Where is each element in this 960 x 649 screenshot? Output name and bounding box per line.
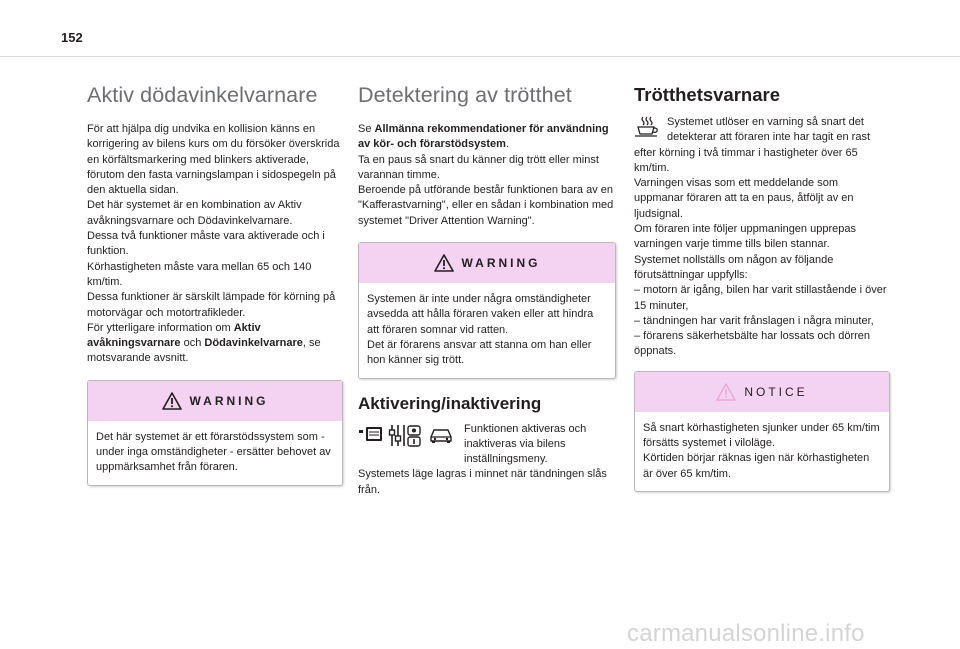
section-title-fatigue: Detektering av trötthet [358,83,572,107]
warning-box [358,242,616,378]
text-run: . [505,138,509,151]
paragraph [358,122,616,153]
coffee-cup-icon [633,115,659,139]
text-run: Se [358,123,375,135]
text-run: och [180,337,205,350]
settings-screen-icon [358,424,384,446]
warning-header [359,243,615,283]
paragraph: Systemets läge lagras i minnet när tändningen slås från. [358,468,607,496]
column-blind-spot [87,70,343,486]
paragraph: Systemet nollställs om någon av följande förutsättningar uppfylls: [634,253,834,281]
notice-header [635,372,889,412]
notice-text: Så snart körhastigheten sjunker under 65 km/tim försätts systemet i viloläge. Körtiden börjar räknas igen när körhastigheten är över 65 km/tim. [643,421,880,480]
section-title-activation: Aktivering/inaktivering [358,393,542,413]
activation-row [358,422,616,468]
column-fatigue-warning [634,70,890,492]
section-title-blind-spot: Aktiv dödavinkelvarnare [87,83,318,107]
driving-aids-icon [388,422,422,448]
car-settings-icon [428,425,454,445]
warning-header [88,381,342,421]
warning-box [87,380,343,486]
notice-triangle-icon [716,383,736,401]
coffee-paragraph [634,115,890,176]
warning-triangle-icon [434,254,454,272]
paragraph: Ta en paus så snart du känner dig trött eller minst varannan timme. [358,153,599,181]
warning-triangle-icon [162,392,182,410]
blind-spot-body [87,122,343,367]
section-title-fatigue-warning: Trötthetsvarnare [634,84,780,105]
list-item: – tändningen har varit frånslagen i några minuter, [634,314,874,327]
fatigue-warning-body [634,115,890,360]
notice-box [634,371,890,492]
paragraph: Beroende på utförande består funktionen bara av en "Kafferastvarning", eller en sådan i kombination med systemet "Driver Attention Warning". [358,184,614,227]
paragraph: Dessa funktioner är särskilt lämpade för körning på motorvägar och motortrafikleder. [87,291,336,319]
text-run: För ytterligare information om [87,321,234,334]
column-fatigue-detection [358,70,616,498]
list-item: – förarens säkerhetsbälte har lossats och dörren öppnats. [634,330,871,358]
text-run: , se motsvarande avsnitt. [87,337,321,365]
watermark: carmanualsonline.info [627,620,865,647]
activation-body [358,422,616,498]
paragraph: Det här systemet är en kombination av Aktiv avåkningsvarnare och Dödavinkelvarnare. [87,199,302,227]
paragraph: Körhastigheten måste vara mellan 65 och 140 km/tim. [87,260,312,288]
paragraph: Om föraren inte följer uppmaningen upprepas varningen varje timme tills bilen stannar. [634,223,856,251]
top-divider [0,56,960,57]
fatigue-body [358,122,616,229]
warning-text: Systemen är inte under några omständigheter avsedda att hålla föraren vaken eller att hindra att föraren somnar vid ratten. Det är förarens ansvar att stanna om han eller hon känner sig trött. [367,293,594,367]
list-item: – motorn är igång, bilen har varit stillastående i över 15 minuter, [634,284,887,312]
bold-term: Dödavinkelvarnare [204,337,303,350]
notice-label: NOTICE [744,384,808,399]
bold-term: Allmänna rekommendationer för användning av kör- och förarstödsystem [358,123,609,151]
warning-text: Det här systemet är ett förarstödssystem som - under inga omständigheter - ersätter behovet av uppmärksamhet från föraren. [96,430,331,474]
page-number: 152 [61,30,83,45]
paragraph [87,321,343,367]
warning-label: WARNING [461,256,541,271]
paragraph: Varningen visas som ett meddelande som uppmanar föraren att ta en paus, åtföljt av en ljudsignal. [634,177,854,220]
paragraph: Systemet utlöser en varning så snart det detekterar att föraren inte har tagit en rast efter körning i två timmar i hastigheter över 65 km/tim. [634,116,871,174]
bold-term: Aktiv avåkningsvarnare [87,321,261,350]
activation-icons [358,422,454,448]
paragraph: Dessa två funktioner måste vara aktiverade och i funktion. [87,230,325,258]
warning-label: WARNING [189,393,269,408]
paragraph: För att hjälpa dig undvika en kollision känns en korrigering av bilens kurs om du försöker överskrida en körfältsmarkering med blinkers aktiverade, förutom den fasta varningslampan i sidospegeln på den aktuella sidan. [87,123,340,197]
activation-text: Funktionen aktiveras och inaktiveras via bilens inställningsmeny. [464,422,587,466]
